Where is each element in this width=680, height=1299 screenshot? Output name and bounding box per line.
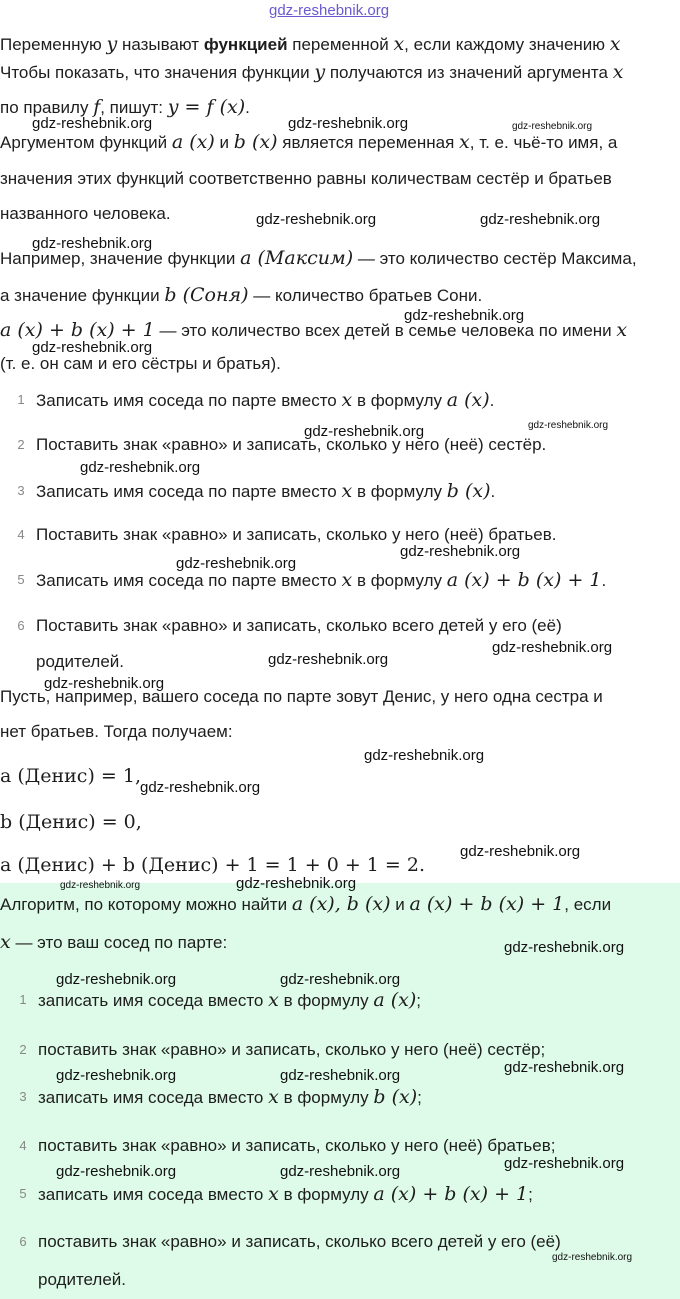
algo-step-item: поставить знак «равно» и записать, сколько у него (неё) братьев; [38,1136,556,1155]
denis-line-2: нет братьев. Тогда получаем: [0,722,233,741]
intro-line-2 [0,60,623,85]
text: в формулу [356,391,443,410]
text: записать имя соседа вместо [38,1185,264,1204]
step-number: 6 [17,618,25,633]
algo-step-item [38,1085,422,1110]
var-x: x [268,1086,279,1108]
text: — это количество сестёр Максима, [357,249,637,268]
step-item: Поставить знак «равно» и записать, сколько всего детей у его (её) [36,616,562,635]
text: — это количество всех детей в семье человека по имени [159,321,612,340]
formula: a (x) [446,389,490,411]
var-x: x [612,61,624,83]
var-x: x [341,480,353,502]
watermark: gdz-reshebnik.org [140,779,261,796]
watermark: gdz-reshebnik.org [56,1067,177,1084]
formula: a (x) + b (x) + 1 [446,569,602,591]
algo-step-number: 1 [19,992,27,1007]
var-x: x [609,33,621,55]
watermark: gdz-reshebnik.org [460,843,581,860]
text: в формулу [356,482,443,501]
text: Записать имя соседа по парте вместо [36,571,337,590]
watermark: gdz-reshebnik.org [44,675,165,692]
text: ; [528,1185,533,1204]
text: . [601,571,607,590]
formula: a (x) + b (x) + 1 [0,319,155,341]
text: Например, значение функции [0,249,236,268]
args-line-1 [0,130,617,155]
text: , т. е. чьё-то имя, а [469,133,618,152]
var-x: x [341,569,353,591]
watermark: gdz-reshebnik.org [400,543,521,560]
denis-formula-1: a (Денис) = 1, [0,765,141,787]
text: ; [417,1088,422,1107]
text: и [219,133,230,152]
denis-formula-2: b (Денис) = 0, [0,811,142,833]
algo-step-item [38,988,421,1013]
step-number: 2 [17,437,25,452]
text: в формулу [356,571,443,590]
formula: a (x) [373,989,417,1011]
args-line-2: значения этих функций соответственно равны количествам сестёр и братьев [0,169,612,188]
text: Записать имя соседа по парте вместо [36,391,337,410]
watermark: gdz-reshebnik.org [56,971,177,988]
text: в формулу [283,991,369,1010]
watermark: gdz-reshebnik.org [504,1155,625,1172]
denis-line-1: Пусть, например, вашего соседа по парте зовут Денис, у него одна сестра и [0,687,603,706]
text: Алгоритм, по которому можно найти [0,895,288,914]
watermark: gdz-reshebnik.org [552,1252,633,1263]
watermark: gdz-reshebnik.org [80,459,201,476]
watermark: gdz-reshebnik.org [176,555,297,572]
text: в формулу [283,1088,369,1107]
watermark: gdz-reshebnik.org [32,339,153,356]
var-x: x [459,131,470,153]
var-y: y [106,33,118,55]
step-item [36,388,494,413]
watermark: gdz-reshebnik.org [304,423,425,440]
var-x: x [0,931,11,953]
text: Переменную [0,35,102,54]
watermark: gdz-reshebnik.org [60,880,141,891]
example-line-2 [0,283,482,308]
text: записать имя соседа вместо [38,991,264,1010]
formula: a (x) [171,131,215,153]
watermark: gdz-reshebnik.org [504,1059,625,1076]
formula: y = f (x) [167,96,246,118]
formula: a (x) + b (x) + 1 [409,893,565,915]
algo-step-item-cont: родителей. [38,1270,127,1289]
watermark: gdz-reshebnik.org [280,971,401,988]
algo-step-item: поставить знак «равно» и записать, сколько у него (неё) сестёр; [38,1040,546,1059]
var-x: x [268,1183,279,1205]
algo-step-number: 2 [19,1042,27,1057]
algo-step-number: 6 [19,1234,27,1249]
var-f: f [93,96,101,118]
step-item-cont: родителей. [36,652,125,671]
algo-step-number: 3 [19,1089,27,1104]
formula: b (x) [373,1086,418,1108]
text: является переменная [282,133,455,152]
text: . [489,391,495,410]
algo-line-2 [0,930,227,955]
step-number: 3 [17,483,25,498]
intro-line-1 [0,32,621,57]
text: . [245,98,250,117]
watermark: gdz-reshebnik.org [268,651,389,668]
watermark: gdz-reshebnik.org [492,639,613,656]
algo-step-number: 4 [19,1138,27,1153]
watermark: gdz-reshebnik.org [32,115,153,132]
watermark: gdz-reshebnik.org [280,1067,401,1084]
text: записать имя соседа вместо [38,1088,264,1107]
var-x: x [616,319,628,341]
var-x: x [393,33,405,55]
text: — количество братьев Сони. [253,286,483,305]
step-number: 5 [17,572,25,587]
text: в формулу [283,1185,369,1204]
text: Записать имя соседа по парте вместо [36,482,337,501]
text: по правилу [0,98,89,117]
step-item [36,568,606,593]
denis-formula-3: a (Денис) + b (Денис) + 1 = 1 + 0 + 1 = 2. [0,854,426,876]
text: ; [416,991,422,1010]
watermark: gdz-reshebnik.org [404,307,525,324]
watermark: gdz-reshebnik.org [504,939,625,956]
step-number: 4 [17,527,25,542]
formula: b (x) [446,480,491,502]
watermark: gdz-reshebnik.org [288,115,409,132]
text: и [395,895,405,914]
formula: a (x) + b (x) + 1 [373,1183,529,1205]
text: . [490,482,496,501]
watermark: gdz-reshebnik.org [280,1163,401,1180]
var-x: x [268,989,279,1011]
algo-step-item: поставить знак «равно» и записать, сколько всего детей у его (её) [38,1232,561,1251]
watermark: gdz-reshebnik.org [256,211,377,228]
formula: b (x) [233,131,278,153]
site-link[interactable]: gdz-reshebnik.org [269,2,390,19]
algo-line-1 [0,892,611,917]
watermark: gdz-reshebnik.org [56,1163,177,1180]
watermark: gdz-reshebnik.org [512,121,593,132]
text: называют [121,35,200,54]
var-y: y [314,61,326,83]
watermark: gdz-reshebnik.org [236,875,357,892]
formula: a (x), b (x) [291,893,391,915]
text: Чтобы показать, что значения функции [0,63,310,82]
formula: b (Соня) [164,284,249,306]
step-item: Поставить знак «равно» и записать, сколько у него (неё) братьев. [36,525,557,544]
formula: a (Максим) [240,247,354,269]
text: — это ваш сосед по парте: [15,933,228,952]
text: получаются из значений аргумента [329,63,608,82]
algo-step-number: 5 [19,1186,27,1201]
watermark: gdz-reshebnik.org [364,747,485,764]
text: , если каждому значению [404,35,606,54]
watermark: gdz-reshebnik.org [528,420,609,431]
step-item: Поставить знак «равно» и записать, сколько у него (неё) сестёр. [36,435,547,454]
step-number: 1 [17,392,25,407]
step-item [36,479,495,504]
example-line-4: (т. е. он сам и его сёстры и братья). [0,354,281,373]
args-line-3: названного человека. [0,204,171,223]
text: , пишут: [100,98,164,117]
text: , если [564,895,612,914]
var-x: x [341,389,353,411]
text: Аргументом функций [0,133,168,152]
text: а значение функции [0,286,160,305]
algo-step-item [38,1182,533,1207]
watermark: gdz-reshebnik.org [480,211,601,228]
text: переменной [292,35,389,54]
term-function: функцией [203,35,288,54]
watermark: gdz-reshebnik.org [32,235,153,252]
